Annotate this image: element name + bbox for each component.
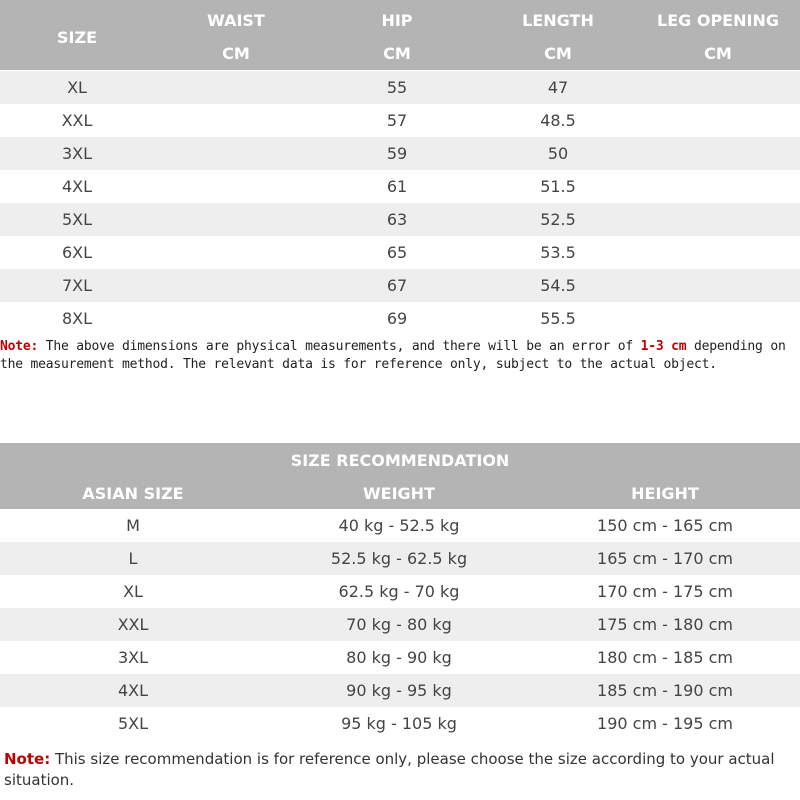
- header-weight: WEIGHT: [363, 484, 435, 503]
- cell-size: 4XL: [61, 177, 93, 196]
- cell-asian-size: 4XL: [117, 681, 149, 700]
- header-size: [0, 0, 154, 70]
- header-leg-opening: [638, 0, 798, 70]
- table-row: [0, 707, 800, 740]
- cell-hip: 57: [386, 111, 408, 130]
- cell-hip: 63: [386, 210, 408, 229]
- note-label: Note:: [4, 750, 51, 768]
- cell-leg-opening: [638, 104, 798, 137]
- cell-height: 175 cm - 180 cm: [597, 615, 733, 634]
- cell-height: 180 cm - 185 cm: [597, 648, 733, 667]
- size-table: [0, 0, 800, 334]
- cell-length: 53.5: [540, 243, 576, 262]
- cell-weight: 52.5 kg - 62.5 kg: [330, 549, 468, 568]
- table-row: [0, 104, 800, 137]
- note-error-range: 1-3 cm: [640, 339, 687, 354]
- cell-size: 5XL: [61, 210, 93, 229]
- header-length-unit: CM: [544, 44, 572, 63]
- cell-length: 48.5: [540, 111, 576, 130]
- cell-hip: 59: [386, 144, 408, 163]
- cell-asian-size: XL: [123, 582, 143, 601]
- cell-weight: 62.5 kg - 70 kg: [338, 582, 460, 601]
- header-leg-opening-unit: CM: [704, 44, 732, 63]
- cell-length: 54.5: [540, 276, 576, 295]
- cell-waist: [156, 170, 316, 203]
- cell-waist: [156, 137, 316, 170]
- size-table-header: [0, 0, 800, 70]
- header-waist-unit: CM: [222, 44, 250, 63]
- cell-height: 165 cm - 170 cm: [597, 549, 733, 568]
- cell-weight: 70 kg - 80 kg: [346, 615, 452, 634]
- cell-hip: 67: [386, 276, 408, 295]
- table-row: [0, 509, 800, 542]
- cell-leg-opening: [638, 203, 798, 236]
- header-leg-opening-label: LEG OPENING: [657, 11, 779, 30]
- cell-weight: 90 kg - 95 kg: [346, 681, 452, 700]
- cell-length: 50: [547, 144, 569, 163]
- header-hip-unit: CM: [383, 44, 411, 63]
- table-row: [0, 542, 800, 575]
- table-row: [0, 236, 800, 269]
- cell-length: 52.5: [540, 210, 576, 229]
- cell-asian-size: XXL: [117, 615, 149, 634]
- cell-waist: [156, 71, 316, 104]
- table-row: [0, 170, 800, 203]
- recommendation-table: [0, 443, 800, 743]
- cell-size: 8XL: [61, 309, 93, 328]
- note-text-after: depending on the measurement method. The relevant data is for reference only, subject to the actual object.: [0, 339, 786, 372]
- header-waist-label: WAIST: [207, 11, 265, 30]
- cell-height: 190 cm - 195 cm: [597, 714, 733, 733]
- cell-height: 170 cm - 175 cm: [597, 582, 733, 601]
- cell-leg-opening: [638, 236, 798, 269]
- cell-waist: [156, 302, 316, 335]
- table-row: [0, 608, 800, 641]
- table-row: [0, 71, 800, 104]
- cell-leg-opening: [638, 71, 798, 104]
- recommendation-title: SIZE RECOMMENDATION: [290, 451, 510, 470]
- cell-asian-size: M: [126, 516, 140, 535]
- recommendation-header: [0, 443, 800, 509]
- table-row: [0, 641, 800, 674]
- recommendation-note: [4, 749, 794, 791]
- cell-height: 150 cm - 165 cm: [597, 516, 733, 535]
- cell-size: XXL: [61, 111, 93, 130]
- cell-leg-opening: [638, 137, 798, 170]
- cell-length: 51.5: [540, 177, 576, 196]
- cell-leg-opening: [638, 269, 798, 302]
- header-hip-label: HIP: [381, 11, 413, 30]
- cell-size: 6XL: [61, 243, 93, 262]
- cell-waist: [156, 203, 316, 236]
- cell-asian-size: 5XL: [117, 714, 149, 733]
- cell-weight: 40 kg - 52.5 kg: [338, 516, 460, 535]
- cell-size: XL: [67, 78, 87, 97]
- measurement-note: [0, 338, 800, 374]
- cell-waist: [156, 269, 316, 302]
- cell-leg-opening: [638, 170, 798, 203]
- table-row: [0, 269, 800, 302]
- table-row: [0, 203, 800, 236]
- header-length-label: LENGTH: [522, 11, 594, 30]
- cell-weight: 95 kg - 105 kg: [341, 714, 457, 733]
- note-label: Note:: [0, 339, 39, 354]
- table-row: [0, 674, 800, 707]
- cell-length: 47: [547, 78, 569, 97]
- cell-size: 3XL: [61, 144, 93, 163]
- cell-asian-size: L: [128, 549, 138, 568]
- header-height: HEIGHT: [631, 484, 699, 503]
- table-row: [0, 575, 800, 608]
- cell-size: 7XL: [61, 276, 93, 295]
- header-length: [478, 0, 638, 70]
- cell-hip: 61: [386, 177, 408, 196]
- header-hip: [316, 0, 478, 70]
- cell-weight: 80 kg - 90 kg: [346, 648, 452, 667]
- cell-length: 55.5: [540, 309, 576, 328]
- header-waist: [156, 0, 316, 70]
- cell-hip: 65: [386, 243, 408, 262]
- cell-height: 185 cm - 190 cm: [597, 681, 733, 700]
- note-text-before: The above dimensions are physical measurements, and there will be an error of: [38, 339, 641, 354]
- header-asian-size: ASIAN SIZE: [82, 484, 184, 503]
- cell-leg-opening: [638, 302, 798, 335]
- cell-waist: [156, 236, 316, 269]
- cell-waist: [156, 104, 316, 137]
- note-text: This size recommendation is for reference only, please choose the size according to your actual situation.: [4, 750, 775, 789]
- table-row: [0, 302, 800, 335]
- table-row: [0, 137, 800, 170]
- header-size-label: SIZE: [56, 28, 97, 47]
- cell-hip: 69: [386, 309, 408, 328]
- cell-hip: 55: [386, 78, 408, 97]
- cell-asian-size: 3XL: [117, 648, 149, 667]
